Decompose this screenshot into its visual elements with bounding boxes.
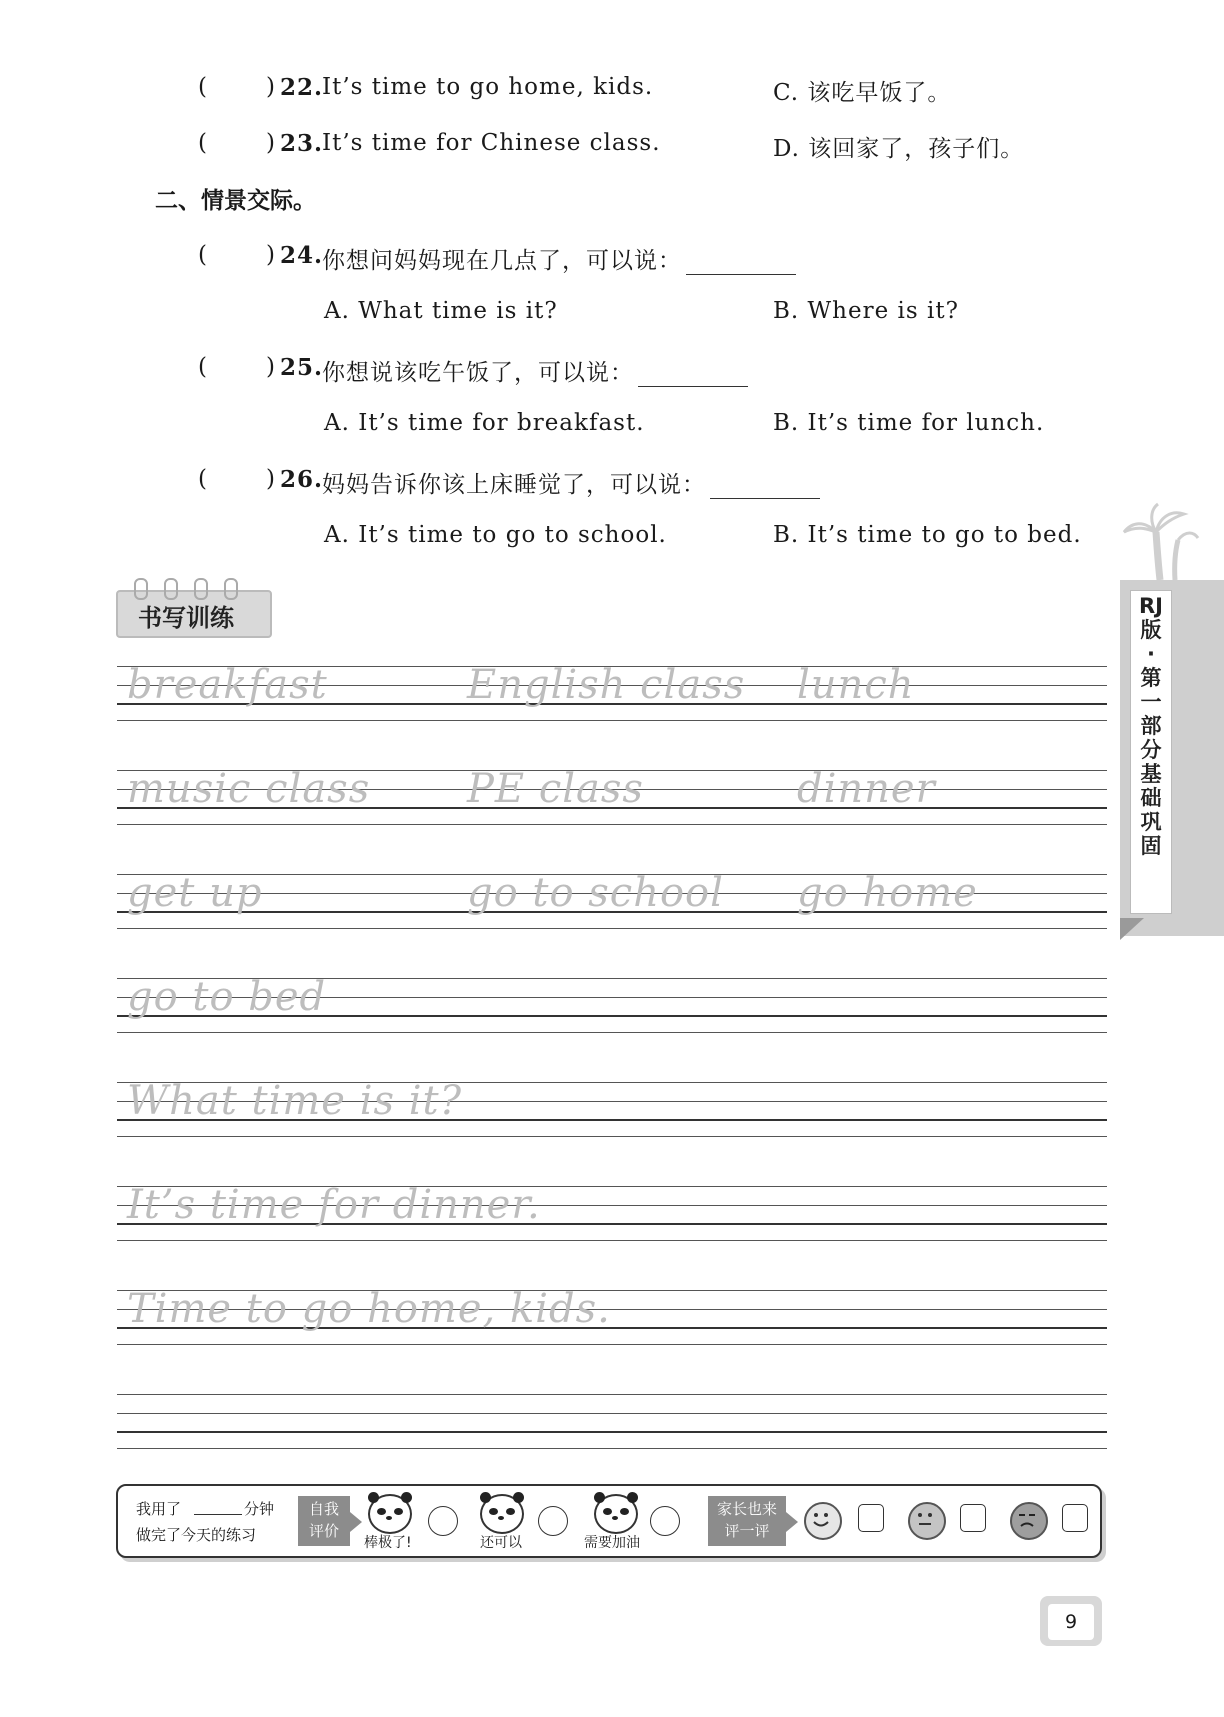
tracing-sentence: It’s time for dinner. bbox=[127, 1182, 541, 1228]
handwriting-band bbox=[117, 974, 1107, 1032]
page-number-badge bbox=[1040, 1596, 1102, 1646]
guide-line bbox=[117, 1032, 1107, 1033]
tracing-word: English class bbox=[467, 662, 746, 708]
question-stem: It’s time for Chinese class. bbox=[322, 130, 661, 156]
question-stem bbox=[322, 466, 820, 499]
question-number: 23. bbox=[280, 130, 324, 157]
time-used-label: 我用了 bbox=[136, 1500, 182, 1518]
option-b: B. It’s time to go to bed. bbox=[773, 522, 1082, 548]
handwriting-band bbox=[117, 870, 1107, 928]
rating-checkbox[interactable] bbox=[858, 1504, 884, 1532]
option-a: A. What time is it? bbox=[324, 298, 558, 324]
answer-paren-close: ) bbox=[266, 354, 276, 380]
panda-sad-icon bbox=[594, 1494, 638, 1534]
smiley-face-icon bbox=[804, 1502, 842, 1540]
handwriting-band bbox=[117, 1286, 1107, 1344]
tracing-word: music class bbox=[127, 766, 371, 812]
panda-eye bbox=[603, 1508, 612, 1515]
options-25 bbox=[0, 404, 1224, 444]
question-22 bbox=[0, 68, 1224, 108]
question-24 bbox=[0, 236, 1224, 276]
palm-tree-icon bbox=[1120, 502, 1200, 582]
panda-happy-icon bbox=[368, 1494, 412, 1534]
tracing-word: lunch bbox=[797, 662, 915, 708]
tracing-word: dinner bbox=[797, 766, 936, 812]
rating-circle[interactable] bbox=[428, 1506, 458, 1536]
binder-ring-icon bbox=[224, 578, 238, 600]
neutral-face-icon bbox=[908, 1502, 946, 1540]
handwriting-band bbox=[117, 1182, 1107, 1240]
option-b: B. It’s time for lunch. bbox=[773, 410, 1045, 436]
tracing-word: go home bbox=[797, 870, 978, 916]
handwriting-band bbox=[117, 662, 1107, 720]
answer-blank[interactable] bbox=[638, 364, 748, 387]
guide-line bbox=[117, 1240, 1107, 1241]
parent-eval-tag bbox=[708, 1496, 786, 1546]
level-label: 还可以 bbox=[480, 1535, 522, 1551]
handwriting-band bbox=[117, 766, 1107, 824]
page-number: 9 bbox=[1048, 1604, 1094, 1640]
parent-eval-tag-text: 家长也来评一评 bbox=[716, 1500, 777, 1540]
rating-circle[interactable] bbox=[538, 1506, 568, 1536]
side-section-tab bbox=[1118, 580, 1224, 940]
panda-ear bbox=[368, 1492, 379, 1503]
guide-line bbox=[117, 1136, 1107, 1137]
answer-paren-open: ( bbox=[198, 130, 208, 156]
self-eval-tag-text: 自我评价 bbox=[308, 1500, 339, 1540]
answer-paren-open: ( bbox=[198, 74, 208, 100]
answer-paren-close: ) bbox=[266, 130, 276, 156]
option-a: A. It’s time for breakfast. bbox=[324, 410, 645, 436]
option-b: B. Where is it? bbox=[773, 298, 959, 324]
guide-line bbox=[117, 1344, 1107, 1345]
level-label: 需要加油 bbox=[584, 1535, 640, 1551]
question-number: 25. bbox=[280, 354, 324, 381]
neutral-mouth bbox=[908, 1502, 942, 1536]
panda-eye bbox=[620, 1508, 629, 1515]
writing-practice-title: 书写训练 bbox=[138, 604, 234, 632]
sad-mouth bbox=[1010, 1502, 1044, 1536]
tab-fold-corner bbox=[1120, 918, 1144, 940]
panda-nose bbox=[498, 1516, 504, 1520]
panda-eye bbox=[489, 1508, 498, 1515]
answer-blank[interactable] bbox=[710, 476, 820, 499]
panda-nose bbox=[612, 1516, 618, 1520]
guide-line bbox=[117, 928, 1107, 929]
binder-ring-icon bbox=[134, 578, 148, 600]
options-26 bbox=[0, 516, 1224, 556]
section-title: 二、情景交际。 bbox=[155, 188, 316, 214]
answer-paren-open: ( bbox=[198, 354, 208, 380]
binder-ring-icon bbox=[194, 578, 208, 600]
baseline bbox=[117, 1431, 1107, 1433]
question-25 bbox=[0, 348, 1224, 388]
option-a: A. It’s time to go to school. bbox=[324, 522, 667, 548]
panda-eye bbox=[394, 1508, 403, 1515]
tracing-word: PE class bbox=[467, 766, 644, 812]
answer-paren-close: ) bbox=[266, 242, 276, 268]
tracing-word: get up bbox=[127, 870, 263, 916]
panda-eye bbox=[377, 1508, 386, 1515]
match-option: C. 该吃早饭了。 bbox=[773, 80, 952, 106]
answer-paren-close: ) bbox=[266, 74, 276, 100]
panda-ear bbox=[627, 1492, 638, 1503]
sad-face-icon bbox=[1010, 1502, 1048, 1540]
panda-ear bbox=[513, 1492, 524, 1503]
question-stem-text: 你想问妈妈现在几点了，可以说： bbox=[322, 248, 682, 274]
minutes-label: 分钟 bbox=[244, 1500, 275, 1518]
guide-line bbox=[117, 1413, 1107, 1414]
guide-line bbox=[117, 824, 1107, 825]
answer-paren-close: ) bbox=[266, 466, 276, 492]
panda-ear bbox=[401, 1492, 412, 1503]
writing-practice-badge bbox=[116, 590, 272, 638]
guide-line bbox=[117, 1448, 1107, 1449]
level-label: 棒极了! bbox=[364, 1535, 412, 1551]
question-number: 22. bbox=[280, 74, 324, 101]
handwriting-band bbox=[117, 1078, 1107, 1136]
minutes-blank[interactable] bbox=[194, 1514, 242, 1515]
answer-paren-open: ( bbox=[198, 242, 208, 268]
guide-line bbox=[117, 1394, 1107, 1395]
answer-paren-open: ( bbox=[198, 466, 208, 492]
panda-ok-icon bbox=[480, 1494, 524, 1534]
question-26 bbox=[0, 460, 1224, 500]
panda-eye bbox=[506, 1508, 515, 1515]
self-eval-tag bbox=[298, 1496, 350, 1546]
question-stem-text: 妈妈告诉你该上床睡觉了，可以说： bbox=[322, 472, 706, 498]
tracing-word: go to school bbox=[467, 870, 724, 916]
question-23 bbox=[0, 124, 1224, 164]
question-stem-text: 你想说该吃午饭了，可以说： bbox=[322, 360, 634, 386]
rating-circle[interactable] bbox=[650, 1506, 680, 1536]
handwriting-band[interactable] bbox=[117, 1394, 1107, 1448]
guide-line bbox=[117, 720, 1107, 721]
panda-nose bbox=[386, 1516, 392, 1520]
finished-label: 做完了今天的练习 bbox=[136, 1526, 257, 1544]
tracing-word: go to bed bbox=[127, 974, 327, 1020]
tracing-sentence: Time to go home, kids. bbox=[127, 1286, 611, 1332]
tracing-word: breakfast bbox=[127, 662, 328, 708]
panda-ear bbox=[480, 1492, 491, 1503]
tab-label: RJ版·第一部分 基础巩固 bbox=[1139, 594, 1163, 858]
binder-ring-icon bbox=[164, 578, 178, 600]
match-option: D. 该回家了，孩子们。 bbox=[773, 136, 1025, 162]
question-number: 24. bbox=[280, 242, 324, 269]
rating-checkbox[interactable] bbox=[960, 1504, 986, 1532]
self-evaluation-bar bbox=[116, 1484, 1102, 1558]
smiley-mouth bbox=[804, 1502, 838, 1536]
rating-checkbox[interactable] bbox=[1062, 1504, 1088, 1532]
panda-ear bbox=[594, 1492, 605, 1503]
question-number: 26. bbox=[280, 466, 324, 493]
question-stem bbox=[322, 242, 796, 275]
question-stem bbox=[322, 354, 748, 387]
question-stem: It’s time to go home, kids. bbox=[322, 74, 654, 100]
options-24 bbox=[0, 292, 1224, 332]
tracing-sentence: What time is it? bbox=[127, 1078, 463, 1124]
answer-blank[interactable] bbox=[686, 252, 796, 275]
